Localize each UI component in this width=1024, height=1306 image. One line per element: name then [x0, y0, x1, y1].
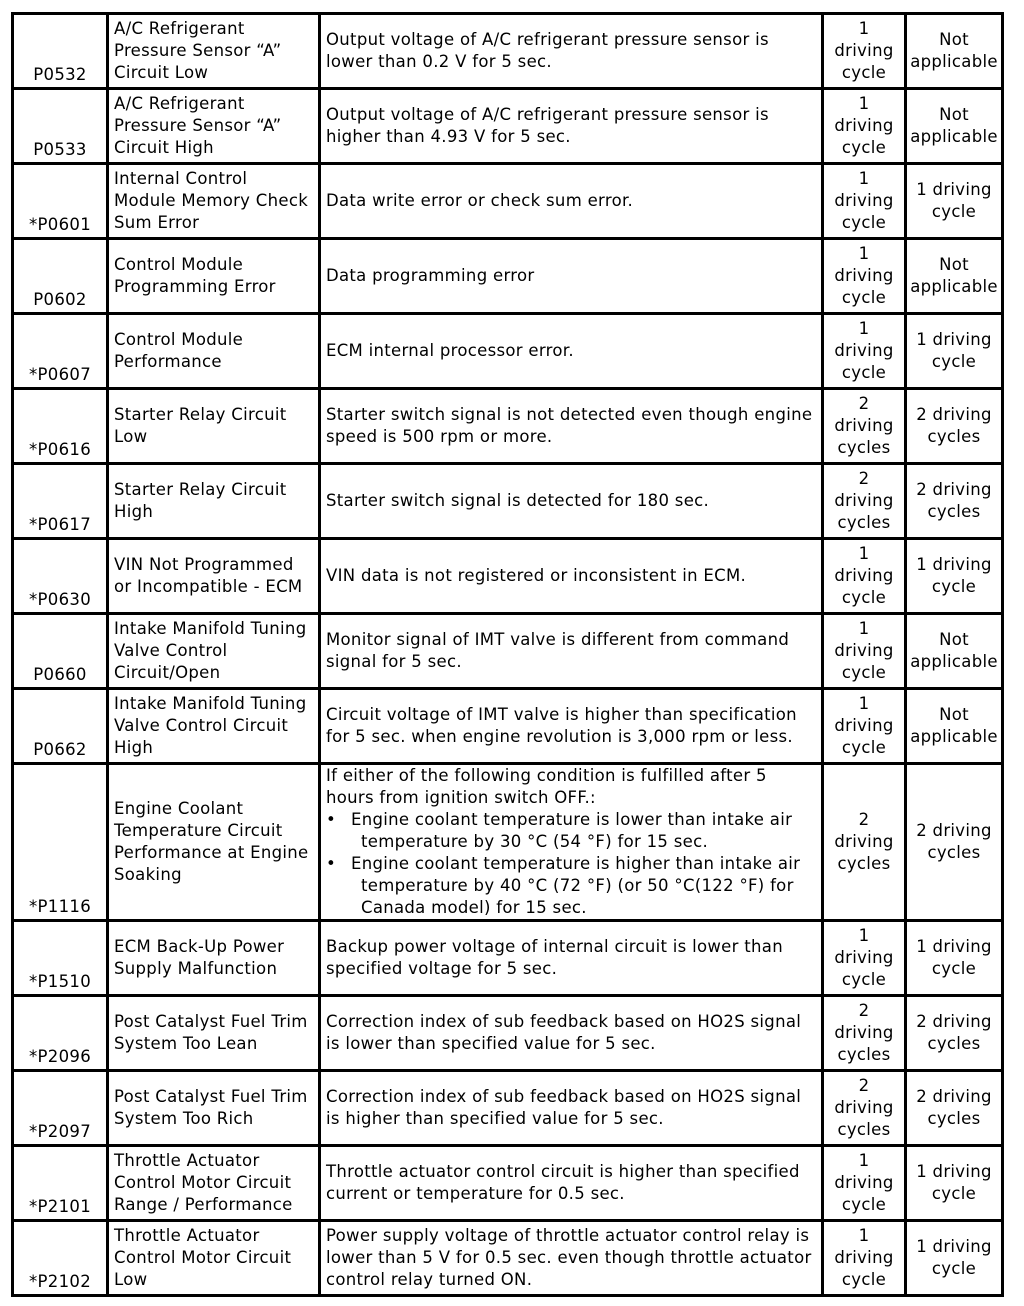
detecting-condition: Starter switch signal is detected for 180 sec.	[320, 464, 823, 539]
condition-bullet: • Engine coolant temperature is higher than intake air temperature by 40 °C (72 °F) (or 50 °C(122 °F) for Canada model) for 15 sec.	[326, 853, 816, 919]
dtc-clear-cycles: 1 driving cycle	[906, 164, 1003, 239]
table-row	[13, 239, 1003, 314]
mil-driving-cycles: 2 driving cycles	[823, 1071, 906, 1146]
dtc-clear-cycles: Not applicable	[906, 89, 1003, 164]
mil-driving-cycles: 2 driving cycles	[823, 389, 906, 464]
dtc-code: P0660	[13, 614, 108, 689]
dtc-code: *P2101	[13, 1146, 108, 1221]
detecting-condition: Correction index of sub feedback based on HO2S signal is higher than specified value for 5 sec.	[320, 1071, 823, 1146]
table-row	[13, 921, 1003, 996]
detecting-item: Intake Manifold Tuning Valve Control Circuit High	[108, 689, 320, 764]
detecting-item: Throttle Actuator Control Motor Circuit Range / Performance	[108, 1146, 320, 1221]
mil-driving-cycles: 1 driving cycle	[823, 689, 906, 764]
detecting-item: Engine Coolant Temperature Circuit Performance at Engine Soaking	[108, 764, 320, 921]
table-row	[13, 389, 1003, 464]
detecting-item: Starter Relay Circuit Low	[108, 389, 320, 464]
table-row	[13, 996, 1003, 1071]
dtc-code: *P1510	[13, 921, 108, 996]
mil-driving-cycles: 1 driving cycle	[823, 921, 906, 996]
mil-driving-cycles: 1 driving cycle	[823, 239, 906, 314]
mil-driving-cycles: 2 driving cycles	[823, 764, 906, 921]
detecting-item: Control Module Programming Error	[108, 239, 320, 314]
detecting-item: Intake Manifold Tuning Valve Control Circuit/Open	[108, 614, 320, 689]
dtc-clear-cycles: Not applicable	[906, 14, 1003, 89]
dtc-code: *P2096	[13, 996, 108, 1071]
dtc-clear-cycles: 2 driving cycles	[906, 1071, 1003, 1146]
detecting-item: A/C Refrigerant Pressure Sensor “A” Circuit High	[108, 89, 320, 164]
table-row	[13, 1071, 1003, 1146]
table-row	[13, 764, 1003, 921]
detecting-item: Post Catalyst Fuel Trim System Too Rich	[108, 1071, 320, 1146]
table-row	[13, 89, 1003, 164]
mil-driving-cycles: 1 driving cycle	[823, 89, 906, 164]
dtc-clear-cycles: 1 driving cycle	[906, 1146, 1003, 1221]
dtc-clear-cycles: 2 driving cycles	[906, 389, 1003, 464]
detecting-condition: Data programming error	[320, 239, 823, 314]
dtc-clear-cycles: 1 driving cycle	[906, 1221, 1003, 1296]
table-row	[13, 164, 1003, 239]
detecting-condition: Data write error or check sum error.	[320, 164, 823, 239]
dtc-code: P0602	[13, 239, 108, 314]
detecting-condition	[320, 764, 823, 921]
dtc-code: P0662	[13, 689, 108, 764]
detecting-condition: Power supply voltage of throttle actuator control relay is lower than 5 V for 0.5 sec. even though throttle actuator control relay turned ON.	[320, 1221, 823, 1296]
detecting-item: VIN Not Programmed or Incompatible - ECM	[108, 539, 320, 614]
dtc-clear-cycles: 1 driving cycle	[906, 539, 1003, 614]
table-row	[13, 614, 1003, 689]
mil-driving-cycles: 1 driving cycle	[823, 164, 906, 239]
detecting-item: Internal Control Module Memory Check Sum Error	[108, 164, 320, 239]
table-row	[13, 464, 1003, 539]
table-row	[13, 1146, 1003, 1221]
detecting-item: Control Module Performance	[108, 314, 320, 389]
detecting-item: ECM Back-Up Power Supply Malfunction	[108, 921, 320, 996]
dtc-code: *P2097	[13, 1071, 108, 1146]
detecting-condition: Starter switch signal is not detected even though engine speed is 500 rpm or more.	[320, 389, 823, 464]
mil-driving-cycles: 1 driving cycle	[823, 314, 906, 389]
detecting-condition: Throttle actuator control circuit is higher than specified current or temperature for 0.5 sec.	[320, 1146, 823, 1221]
dtc-code: *P0607	[13, 314, 108, 389]
dtc-clear-cycles: 1 driving cycle	[906, 314, 1003, 389]
mil-driving-cycles: 1 driving cycle	[823, 1146, 906, 1221]
dtc-code: P0533	[13, 89, 108, 164]
dtc-clear-cycles: 2 driving cycles	[906, 464, 1003, 539]
detecting-condition: Output voltage of A/C refrigerant pressure sensor is lower than 0.2 V for 5 sec.	[320, 14, 823, 89]
condition-bullet: • Engine coolant temperature is lower than intake air temperature by 30 °C (54 °F) for 15 sec.	[326, 809, 816, 853]
mil-driving-cycles: 1 driving cycle	[823, 614, 906, 689]
dtc-code: P0532	[13, 14, 108, 89]
dtc-code: *P0616	[13, 389, 108, 464]
detecting-item: Starter Relay Circuit High	[108, 464, 320, 539]
detecting-condition: Backup power voltage of internal circuit is lower than specified voltage for 5 sec.	[320, 921, 823, 996]
table-row	[13, 1221, 1003, 1296]
detecting-condition: Circuit voltage of IMT valve is higher than specification for 5 sec. when engine revolution is 3,000 rpm or less.	[320, 689, 823, 764]
mil-driving-cycles: 1 driving cycle	[823, 539, 906, 614]
table-row	[13, 539, 1003, 614]
mil-driving-cycles: 1 driving cycle	[823, 14, 906, 89]
mil-driving-cycles: 1 driving cycle	[823, 1221, 906, 1296]
table-row	[13, 689, 1003, 764]
mil-driving-cycles: 2 driving cycles	[823, 996, 906, 1071]
dtc-code: *P0601	[13, 164, 108, 239]
dtc-clear-cycles: 2 driving cycles	[906, 764, 1003, 921]
condition-intro: If either of the following condition is fulfilled after 5 hours from ignition switch OFF.:	[326, 766, 767, 807]
dtc-clear-cycles: Not applicable	[906, 689, 1003, 764]
mil-driving-cycles: 2 driving cycles	[823, 464, 906, 539]
dtc-code: *P0617	[13, 464, 108, 539]
dtc-table-body	[13, 14, 1003, 1296]
detecting-item: A/C Refrigerant Pressure Sensor “A” Circuit Low	[108, 14, 320, 89]
dtc-clear-cycles: Not applicable	[906, 239, 1003, 314]
dtc-code: *P0630	[13, 539, 108, 614]
dtc-table	[11, 12, 1004, 1297]
dtc-clear-cycles: 1 driving cycle	[906, 921, 1003, 996]
table-row	[13, 14, 1003, 89]
detecting-condition: Monitor signal of IMT valve is different from command signal for 5 sec.	[320, 614, 823, 689]
condition-bullet-list	[326, 809, 816, 919]
dtc-code: *P1116	[13, 764, 108, 921]
detecting-item: Post Catalyst Fuel Trim System Too Lean	[108, 996, 320, 1071]
dtc-clear-cycles: 2 driving cycles	[906, 996, 1003, 1071]
detecting-condition: Output voltage of A/C refrigerant pressure sensor is higher than 4.93 V for 5 sec.	[320, 89, 823, 164]
detecting-condition: VIN data is not registered or inconsistent in ECM.	[320, 539, 823, 614]
detecting-item: Throttle Actuator Control Motor Circuit Low	[108, 1221, 320, 1296]
table-row	[13, 314, 1003, 389]
dtc-code: *P2102	[13, 1221, 108, 1296]
detecting-condition: ECM internal processor error.	[320, 314, 823, 389]
detecting-condition: Correction index of sub feedback based on HO2S signal is lower than specified value for 5 sec.	[320, 996, 823, 1071]
dtc-clear-cycles: Not applicable	[906, 614, 1003, 689]
